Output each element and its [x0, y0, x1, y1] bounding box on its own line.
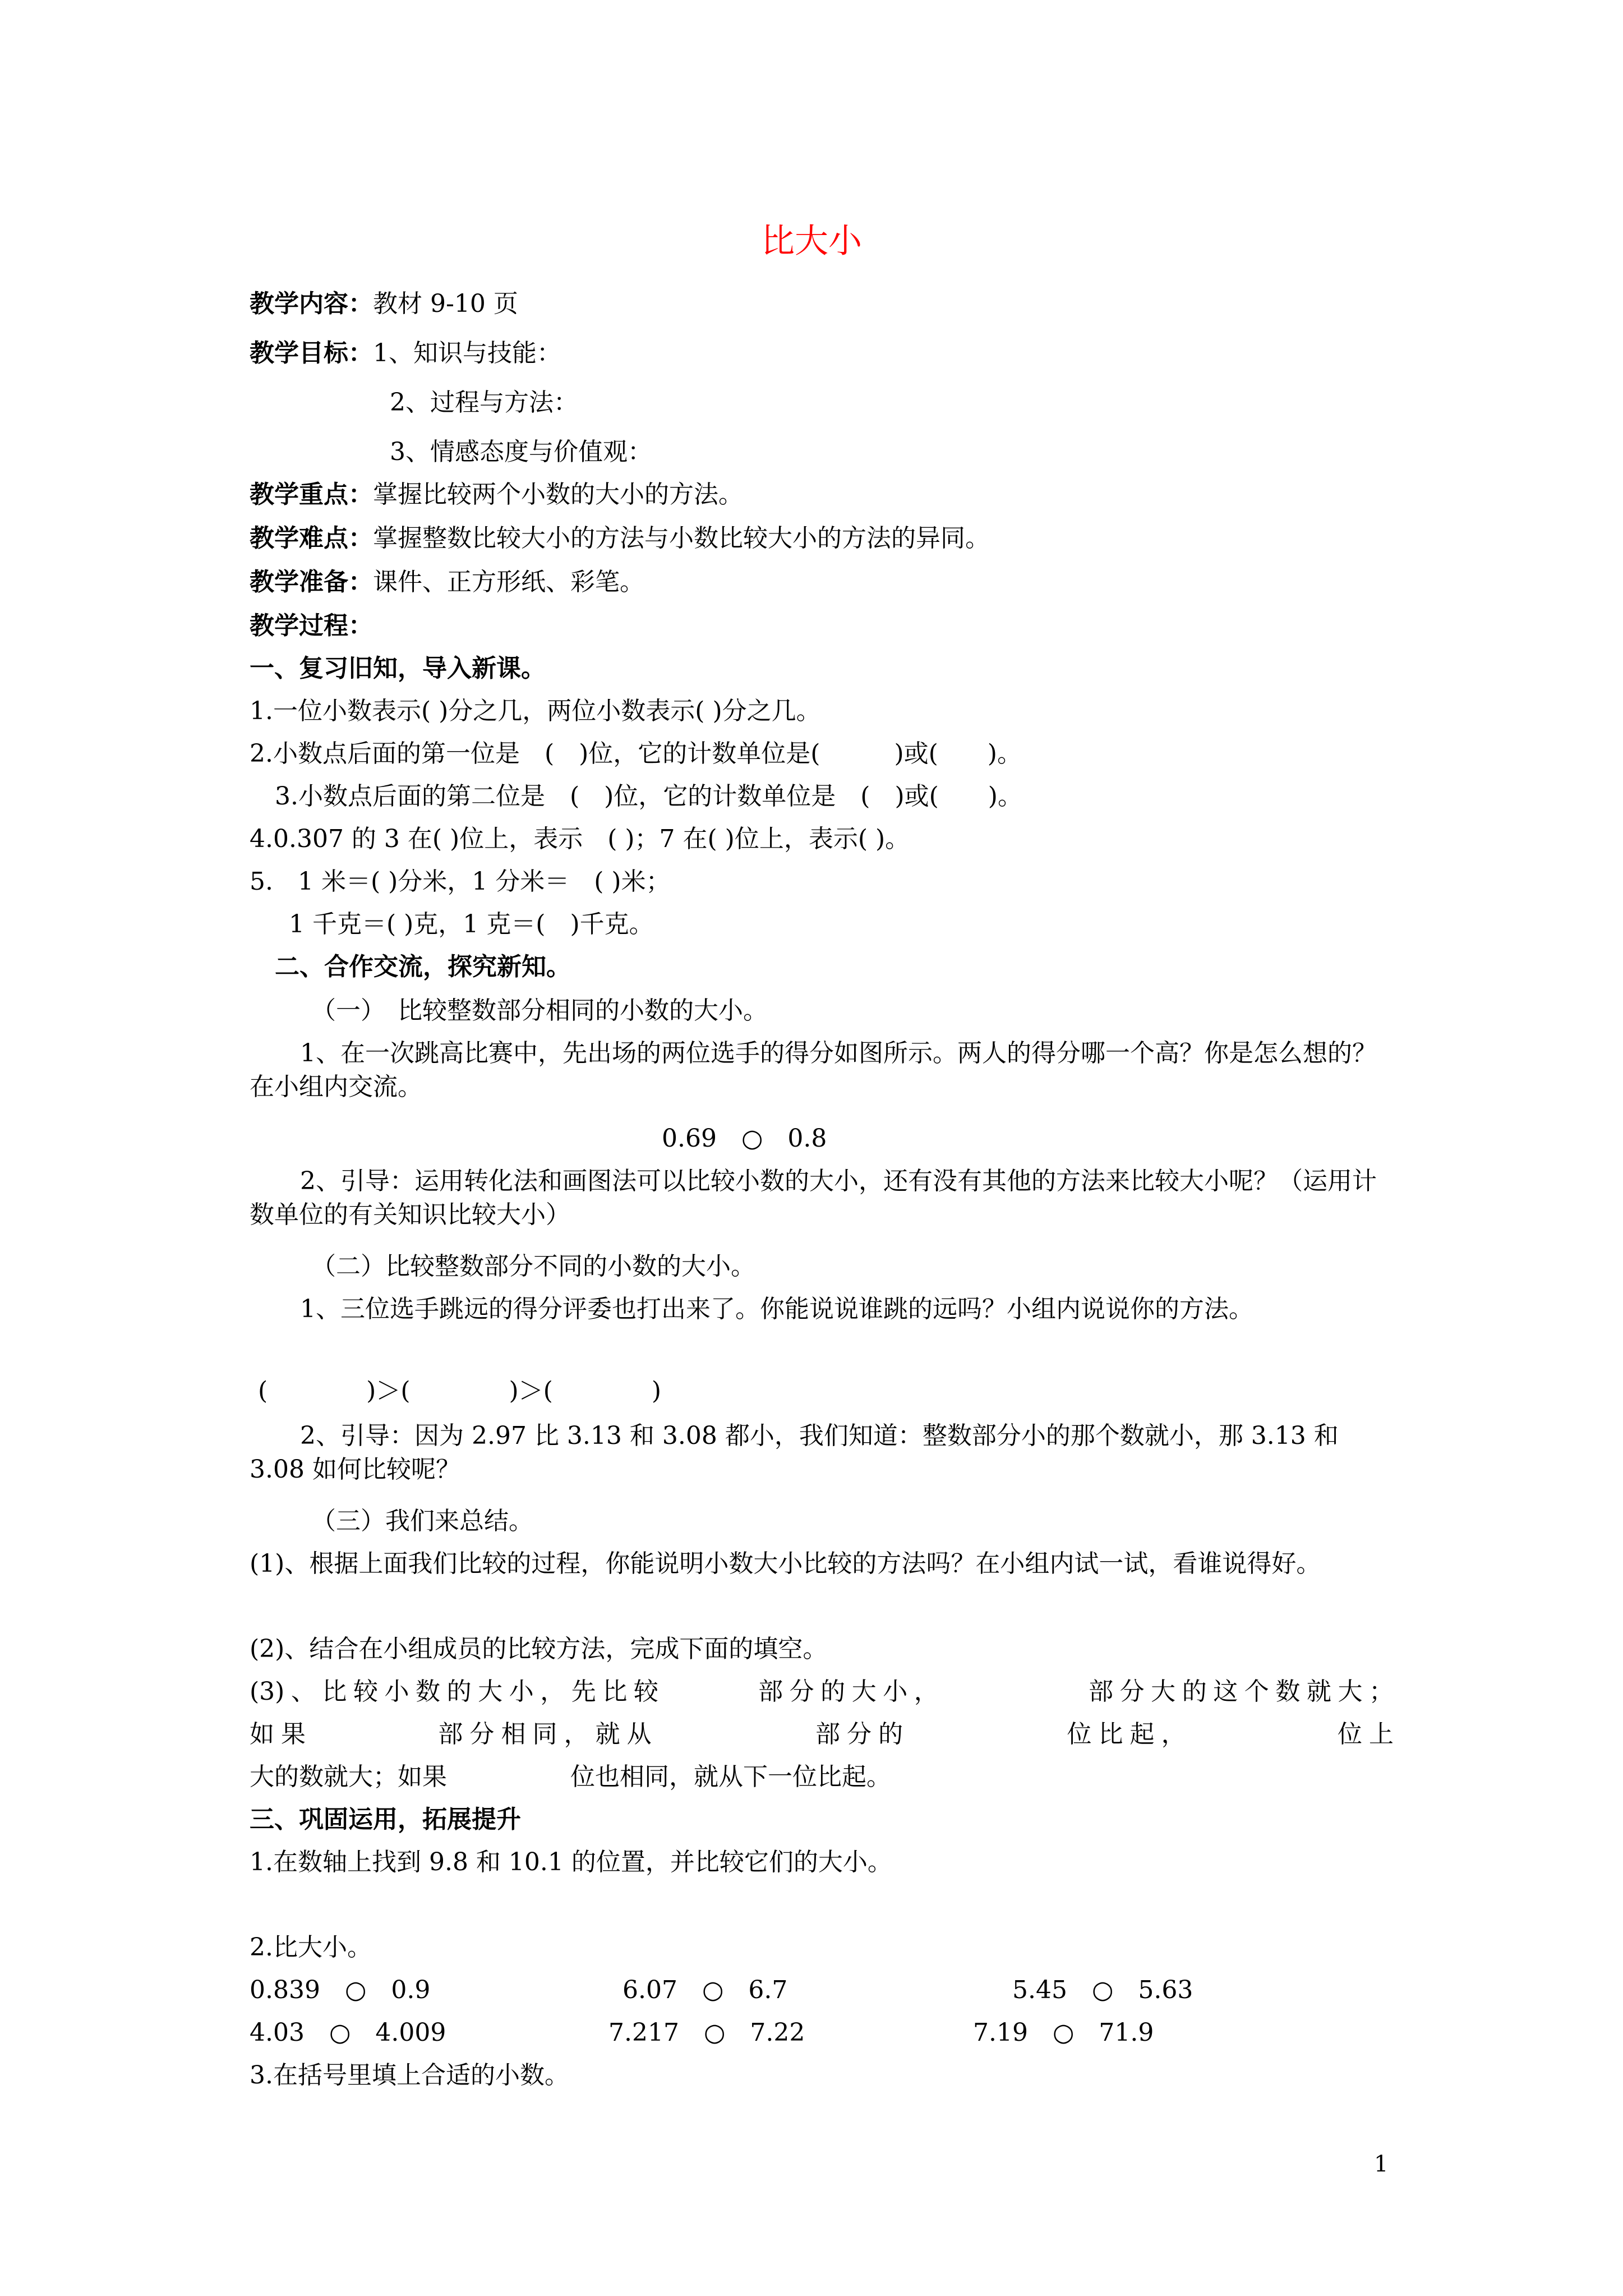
meta-label: 教学重点： [250, 480, 373, 509]
meta-difficulty [250, 522, 990, 555]
part-1-title: （一） 比较整数部分相同的小数的大小。 [311, 996, 768, 1025]
compare-item: 5.45 ○ 5.63 [1012, 1976, 1193, 2004]
meta-label: 教学内容： [250, 289, 373, 318]
review-item-4: 4.0.307 的 3 在( )位上，表示 ( )；7 在( )位上，表示( )。 [250, 825, 910, 853]
section-2-heading: 二、合作交流，探究新知。 [275, 953, 571, 981]
compare-item: 0.839 ○ 0.9 [250, 1976, 431, 2004]
exercise-1: 1.在数轴上找到 9.8 和 10.1 的位置，并比较它们的大小。 [250, 1848, 892, 1876]
review-item-5b: 1 千克＝( )克，1 克＝( )千克。 [289, 910, 654, 938]
order-blanks: ( )＞( )＞( ) [258, 1377, 661, 1405]
part-1-guide: 2、引导：运用转化法和画图法可以比较小数的大小，还有没有其他的方法来比较大小呢？（运用计数单位的有关知识比较大小） [250, 1167, 1377, 1229]
meta-value: 掌握整数比较大小的方法与小数比较大小的方法的异同。 [373, 524, 990, 553]
section-3-heading: 三、巩固运用，拓展提升 [250, 1805, 521, 1834]
meta-value: 1、知识与技能： [373, 339, 561, 367]
page-title: 比大小 [761, 222, 862, 261]
meta-preparation [250, 565, 644, 599]
part-2-title: （二）比较整数部分不同的小数的大小。 [311, 1252, 755, 1281]
part-1-question: 1、在一次跳高比赛中，先出场的两位选手的得分如图所示。两人的得分哪一个高？你是怎么想的？在小组内交流。 [250, 1039, 1377, 1101]
compare-item: 7.19 ○ 71.9 [973, 2018, 1154, 2047]
review-item-5: 5. 1 米＝( )分米，1 分米＝ ( )米； [250, 867, 671, 896]
part-2-question: 1、三位选手跳远的得分评委也打出来了。你能说说谁跳的远吗？小组内说说你的方法。 [300, 1295, 1253, 1323]
meta-content [250, 287, 518, 321]
summary-1: (1)、根据上面我们比较的过程，你能说明小数大小比较的方法吗？在小组内试一试，看谁说得好。 [250, 1549, 1321, 1578]
part-2-guide: 2、引导：因为 2.97 比 3.13 和 3.08 都小，我们知道：整数部分小的那个数就小，那 3.13 和 3.08 如何比较呢？ [250, 1421, 1339, 1484]
page-number: 1 [1374, 2151, 1389, 2177]
meta-value: 掌握比较两个小数的大小的方法。 [373, 480, 743, 509]
meta-process-label: 教学过程： [250, 611, 373, 640]
compare-item: 7.217 ○ 7.22 [608, 2018, 805, 2047]
meta-label: 教学准备： [250, 568, 373, 596]
meta-value: 课件、正方形纸、彩笔。 [373, 568, 644, 596]
compare-item: 4.03 ○ 4.009 [250, 2018, 446, 2047]
meta-key-point [250, 478, 743, 512]
compare-item: 6.07 ○ 6.7 [623, 1976, 788, 2004]
review-item-3: 3.小数点后面的第二位是 ( )位，它的计数单位是 ( )或( )。 [275, 782, 1022, 811]
summary-3c: 大的数就大；如果 位也相同，就从下一位比起。 [250, 1763, 891, 1791]
exercise-3: 3.在括号里填上合适的小数。 [250, 2061, 569, 2090]
summary-2: (2)、结合在小组成员的比较方法，完成下面的填空。 [250, 1635, 828, 1663]
review-item-1: 1.一位小数表示( )分之几，两位小数表示( )分之几。 [250, 697, 821, 725]
meta-label: 教学难点： [250, 524, 373, 553]
part-3-title: （三）我们来总结。 [311, 1507, 533, 1535]
meta-goal-3: 3、情感态度与价值观： [390, 438, 652, 466]
exercise-2: 2.比大小。 [250, 1933, 372, 1962]
meta-goal-2: 2、过程与方法： [390, 388, 578, 417]
summary-3a: (3)、比较小数的大小，先比较 部分的大小， 部分大的这个数就大； [250, 1677, 1394, 1706]
meta-value: 教材 9-10 页 [373, 289, 518, 318]
meta-label: 教学目标： [250, 339, 373, 367]
section-1-heading: 一、复习旧知，导入新课。 [250, 654, 546, 683]
summary-3b: 如果 部分相同，就从 部分的 位比起， 位上 [250, 1720, 1394, 1749]
compare-expression: 0.69 ○ 0.8 [662, 1124, 827, 1153]
meta-goals [250, 337, 561, 370]
review-item-2: 2.小数点后面的第一位是 ( )位，它的计数单位是( )或( )。 [250, 739, 1022, 768]
